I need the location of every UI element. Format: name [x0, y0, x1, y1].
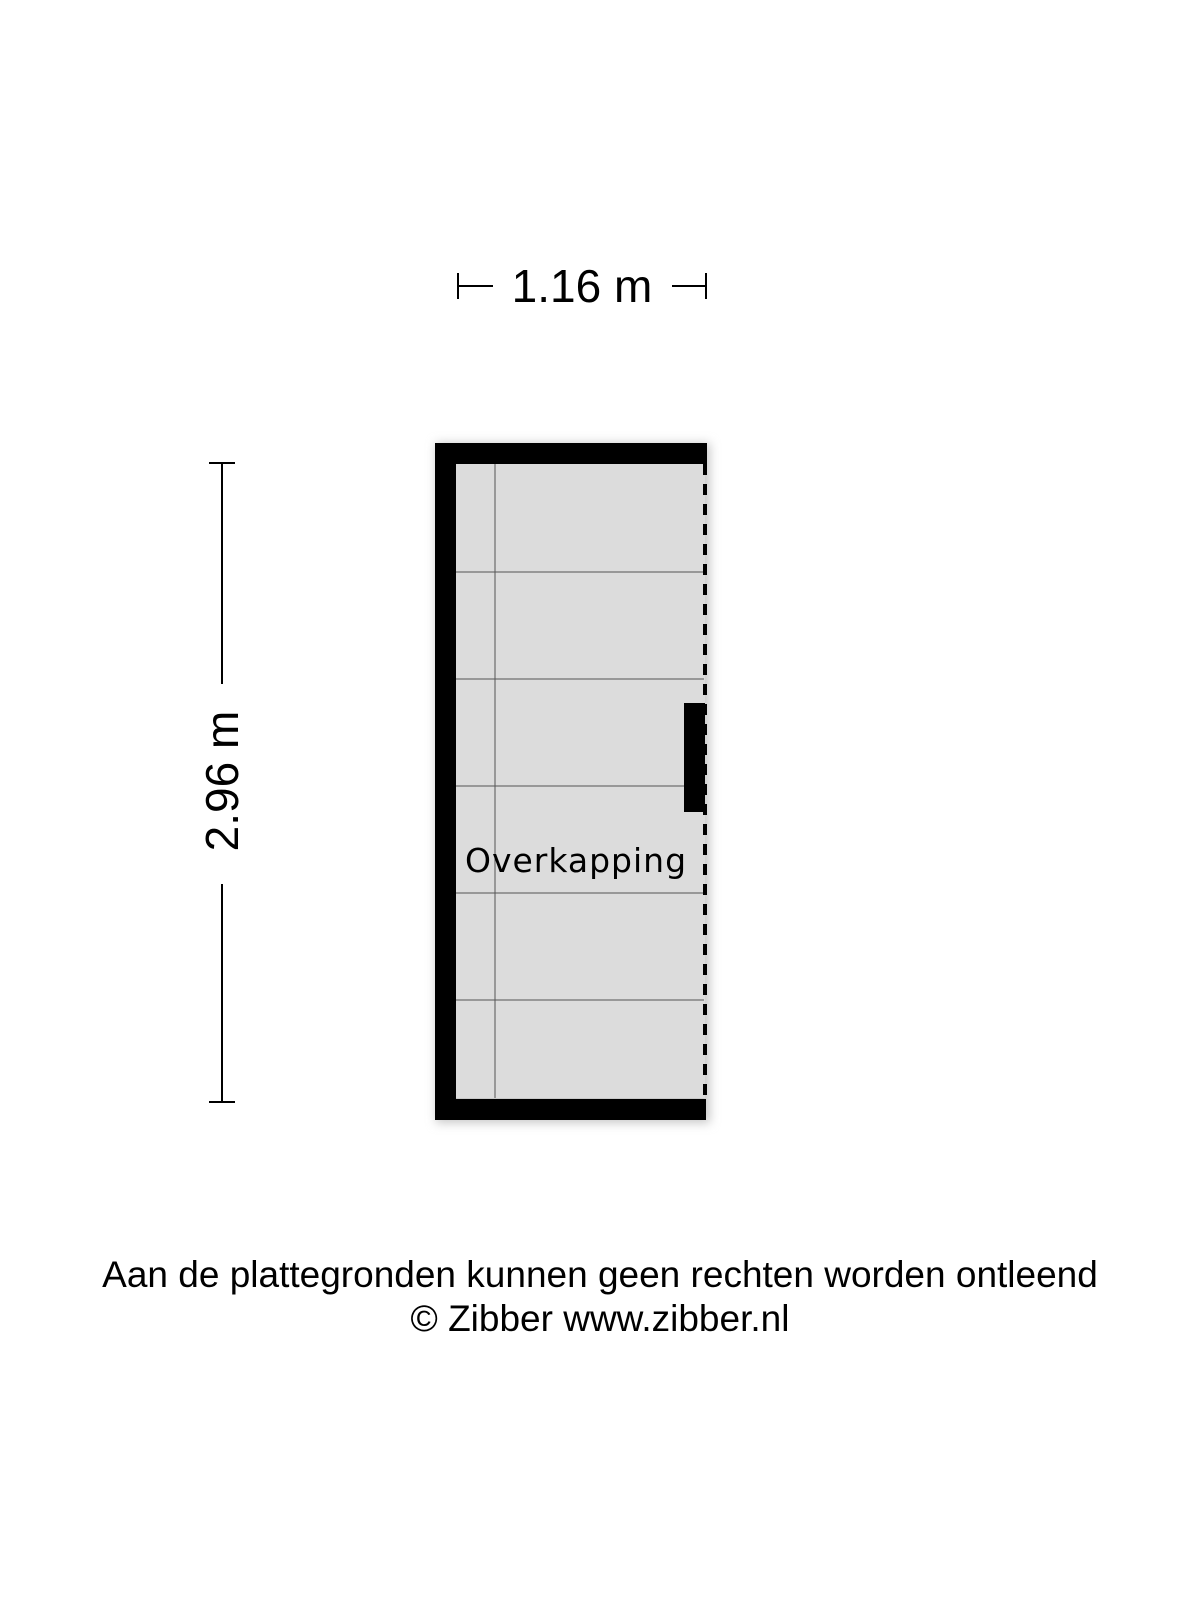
wall-top: [435, 443, 707, 464]
copyright-text: © Zibber www.zibber.nl: [410, 1298, 790, 1339]
room-floor: [455, 464, 705, 1098]
room-name-label: Overkapping: [464, 841, 688, 880]
wall-column: [684, 703, 705, 812]
wall-left: [435, 443, 456, 1120]
wall-bottom: [435, 1099, 706, 1120]
width-label: 1.16 m: [511, 260, 653, 312]
depth-label: 2.96 m: [196, 710, 248, 852]
width-dimension: [458, 260, 706, 312]
room-overkapping: [435, 443, 710, 1123]
disclaimer-text: Aan de plattegronden kunnen geen rechten worden ontleend: [102, 1254, 1098, 1295]
depth-dimension: [196, 463, 248, 1102]
